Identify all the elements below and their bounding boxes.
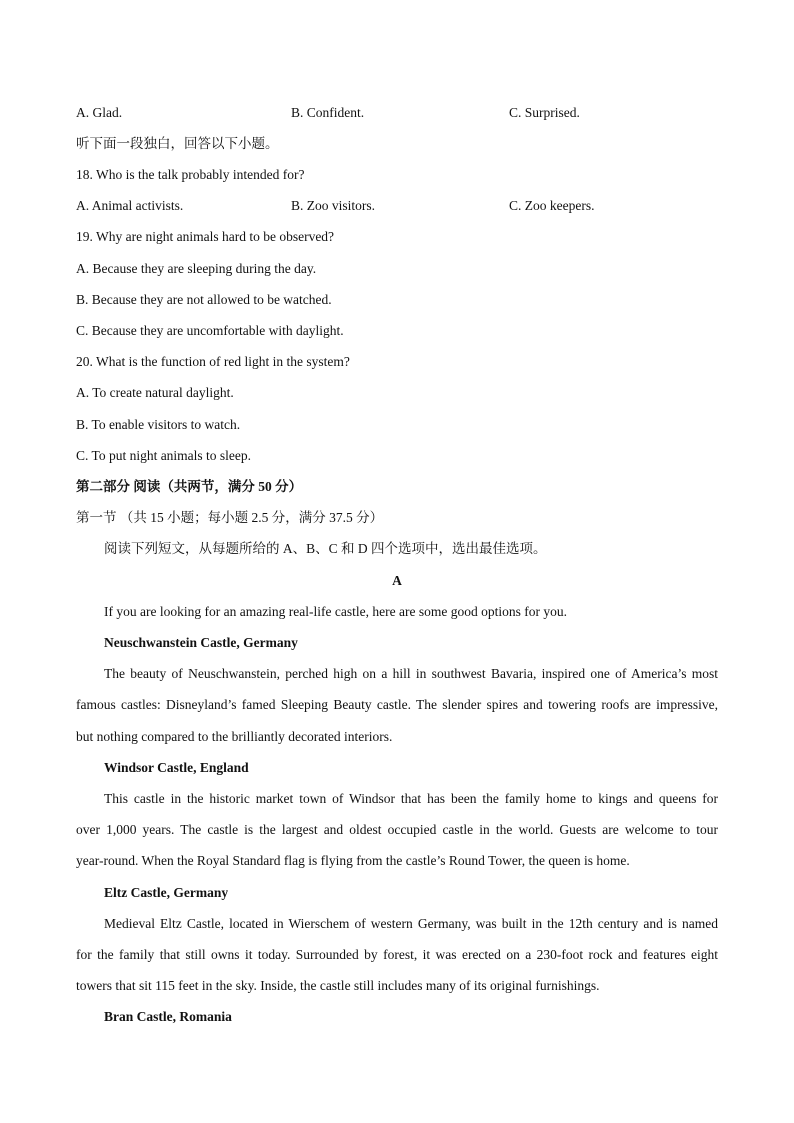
castle-title-neuschwanstein: Neuschwanstein Castle, Germany bbox=[104, 635, 298, 650]
castle-title-eltz: Eltz Castle, Germany bbox=[104, 885, 229, 900]
q20-option-b[interactable]: B. To enable visitors to watch. bbox=[76, 417, 241, 432]
castle-paragraph-line: for the family that still owns it today. Surrounded by forest, it was erected on a 230-foot rock and features eight bbox=[76, 947, 718, 962]
castle-paragraph-line: famous castles: Disneyland’s famed Sleeping Beauty castle. The slender spires and towering roofs are impressive, bbox=[76, 697, 718, 712]
q18-question: 18. Who is the talk probably intended for? bbox=[76, 167, 305, 182]
q19-option-b[interactable]: B. Because they are not allowed to be watched. bbox=[76, 292, 332, 307]
monologue-intro: 听下面一段独白，回答以下小题。 bbox=[76, 136, 279, 151]
q17-option-c[interactable]: C. Surprised. bbox=[509, 105, 580, 120]
q20-option-a[interactable]: A. To create natural daylight. bbox=[76, 385, 234, 400]
passage-intro: If you are looking for an amazing real-life castle, here are some good options for you. bbox=[104, 604, 567, 619]
q17-option-a[interactable]: A. Glad. bbox=[76, 105, 123, 120]
castle-title-windsor: Windsor Castle, England bbox=[104, 760, 249, 775]
q19-question: 19. Why are night animals hard to be observed? bbox=[76, 229, 335, 244]
castle-title-bran: Bran Castle, Romania bbox=[104, 1009, 232, 1024]
castle-paragraph-line: The beauty of Neuschwanstein, perched high on a hill in southwest Bavaria, inspired one of America’s most bbox=[104, 666, 718, 681]
reading-instructions: 阅读下列短文，从每题所给的 A、B、C 和 D 四个选项中，选出最佳选项。 bbox=[104, 541, 547, 556]
castle-paragraph-line: This castle in the historic market town of Windsor that has been the family home to kings and queens for bbox=[104, 791, 718, 806]
castle-paragraph-line: Medieval Eltz Castle, located in Wierschem of western Germany, was built in the 12th century and is named bbox=[104, 916, 718, 931]
q18-option-c[interactable]: C. Zoo keepers. bbox=[509, 198, 595, 213]
q17-option-b[interactable]: B. Confident. bbox=[291, 105, 365, 120]
q18-option-a[interactable]: A. Animal activists. bbox=[76, 198, 184, 213]
castle-paragraph-line: over 1,000 years. The castle is the largest and oldest occupied castle in the world. Guests are welcome to tour bbox=[76, 822, 718, 837]
castle-paragraph-line: but nothing compared to the brilliantly decorated interiors. bbox=[76, 729, 393, 744]
passage-label: A bbox=[392, 573, 402, 588]
q20-question: 20. What is the function of red light in the system? bbox=[76, 354, 350, 369]
part2-heading: 第二部分 阅读（共两节，满分 50 分） bbox=[76, 479, 303, 494]
castle-paragraph-line: towers that sit 115 feet in the sky. Inside, the castle still includes many of its original furnishings. bbox=[76, 978, 600, 993]
q19-option-a[interactable]: A. Because they are sleeping during the day. bbox=[76, 261, 317, 276]
q18-option-b[interactable]: B. Zoo visitors. bbox=[291, 198, 376, 213]
section1-heading: 第一节 （共 15 小题；每小题 2.5 分，满分 37.5 分） bbox=[76, 510, 384, 525]
q20-option-c[interactable]: C. To put night animals to sleep. bbox=[76, 448, 252, 463]
castle-paragraph-line: year-round. When the Royal Standard flag is flying from the castle’s Round Tower, the queen is home. bbox=[76, 853, 630, 868]
q19-option-c[interactable]: C. Because they are uncomfortable with daylight. bbox=[76, 323, 344, 338]
